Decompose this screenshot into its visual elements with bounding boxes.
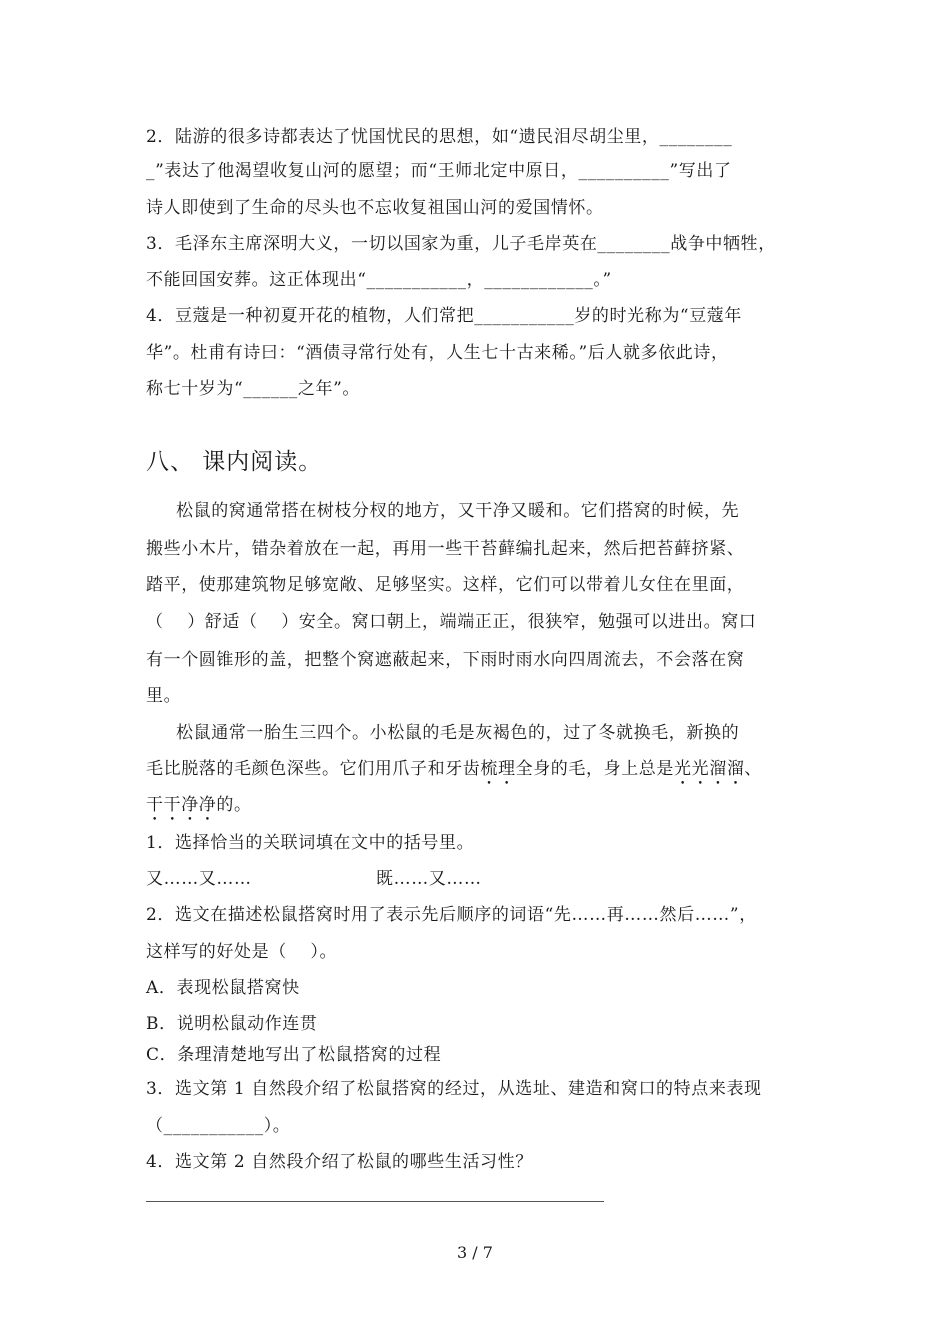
para1-line-4: （ ）舒适（ ）安全。窝口朝上，端端正正，很狭窄，勉强可以进出。窝口 bbox=[146, 612, 757, 632]
emphasized-word-ganganjingjing: 干干净净 bbox=[146, 795, 217, 815]
q4-line-3: 称七十岁为“______之年”。 bbox=[146, 379, 360, 399]
option-ji-you: 既……又…… bbox=[376, 869, 482, 889]
reading-question-3-line-2: （___________）。 bbox=[146, 1116, 291, 1136]
q3-line-2: 不能回国安葬。这正体现出“___________，____________。” bbox=[146, 270, 612, 290]
reading-question-1: 1．选择恰当的关联词填在文中的括号里。 bbox=[146, 833, 475, 853]
para2-line-1: 松鼠通常一胎生三四个。小松鼠的毛是灰褐色的，过了冬就换毛，新换的 bbox=[176, 723, 740, 743]
section-8-heading: 八、 课内阅读。 bbox=[146, 449, 323, 475]
q2-line-1: 2．陆游的很多诗都表达了忧国忧民的思想，如“遗民泪尽胡尘里，________ bbox=[146, 127, 733, 147]
reading-question-2-option-b: B．说明松鼠动作连贯 bbox=[146, 1014, 318, 1034]
para2-line-3 bbox=[146, 793, 810, 825]
q2-line-2: _”表达了他渴望收复山河的愿望；而“王师北定中原日，__________”写出了 bbox=[146, 161, 732, 181]
q3-line-1: 3．毛泽东主席深明大义，一切以国家为重，儿子毛岸英在________战争中牺牲， bbox=[146, 234, 776, 254]
page-number: 3 / 7 bbox=[457, 1243, 493, 1262]
para1-line-3: 踏平，使那建筑物足够宽敞、足够坚实。这样，它们可以带着儿女住在里面， bbox=[146, 575, 745, 595]
q4-line-2: 华”。杜甫有诗曰：“酒债寻常行处有，人生七十古来稀。”后人就多依此诗， bbox=[146, 343, 729, 363]
emphasized-word-guangguangliuliu: 光光溜溜 bbox=[674, 759, 745, 779]
para2-line-2-part-b: 全身的毛，身上总是 bbox=[515, 759, 675, 779]
option-you-you: 又……又…… bbox=[146, 869, 252, 889]
reading-question-1-options bbox=[146, 867, 810, 891]
answer-line bbox=[146, 1201, 604, 1202]
emphasized-word-shuli: 梳理 bbox=[480, 759, 516, 779]
para1-line-2: 搬些小木片，错杂着放在一起，再用一些干苔藓编扎起来，然后把苔藓挤紧、 bbox=[146, 539, 745, 559]
q4-line-1: 4．豆蔻是一种初夏开花的植物，人们常把___________岁的时光称为“豆蔻年 bbox=[146, 306, 743, 326]
para1-line-6: 里。 bbox=[146, 686, 182, 706]
reading-question-2-option-c: C．条理清楚地写出了松鼠搭窝的过程 bbox=[146, 1045, 442, 1065]
para1-line-5: 有一个圆锥形的盖，把整个窝遮蔽起来，下雨时雨水向四周流去，不会落在窝 bbox=[146, 650, 745, 670]
para2-line-2-part-a: 毛比脱落的毛颜色深些。它们用爪子和牙齿 bbox=[146, 759, 481, 779]
reading-question-2-option-a: A．表现松鼠搭窝快 bbox=[146, 978, 300, 998]
reading-question-4: 4．选文第 2 自然段介绍了松鼠的哪些生活习性？ bbox=[146, 1152, 533, 1172]
para2-line-3-part-b: 的。 bbox=[216, 795, 252, 815]
para2-line-2-part-c: 、 bbox=[744, 759, 763, 779]
reading-question-2-line-1: 2．选文在描述松鼠搭窝时用了表示先后顺序的词语“先……再……然后……”， bbox=[146, 905, 757, 925]
q2-line-3: 诗人即使到了生命的尽头也不忘收复祖国山河的爱国情怀。 bbox=[146, 198, 604, 218]
para2-line-2 bbox=[146, 757, 810, 789]
reading-question-3-line-1: 3．选文第 1 自然段介绍了松鼠搭窝的经过，从选址、建造和窝口的特点来表现 bbox=[146, 1079, 762, 1099]
reading-question-2-line-2: 这样写的好处是（ ）。 bbox=[146, 942, 338, 962]
para1-line-1: 松鼠的窝通常搭在树枝分杈的地方，又干净又暖和。它们搭窝的时候，先 bbox=[176, 501, 740, 521]
